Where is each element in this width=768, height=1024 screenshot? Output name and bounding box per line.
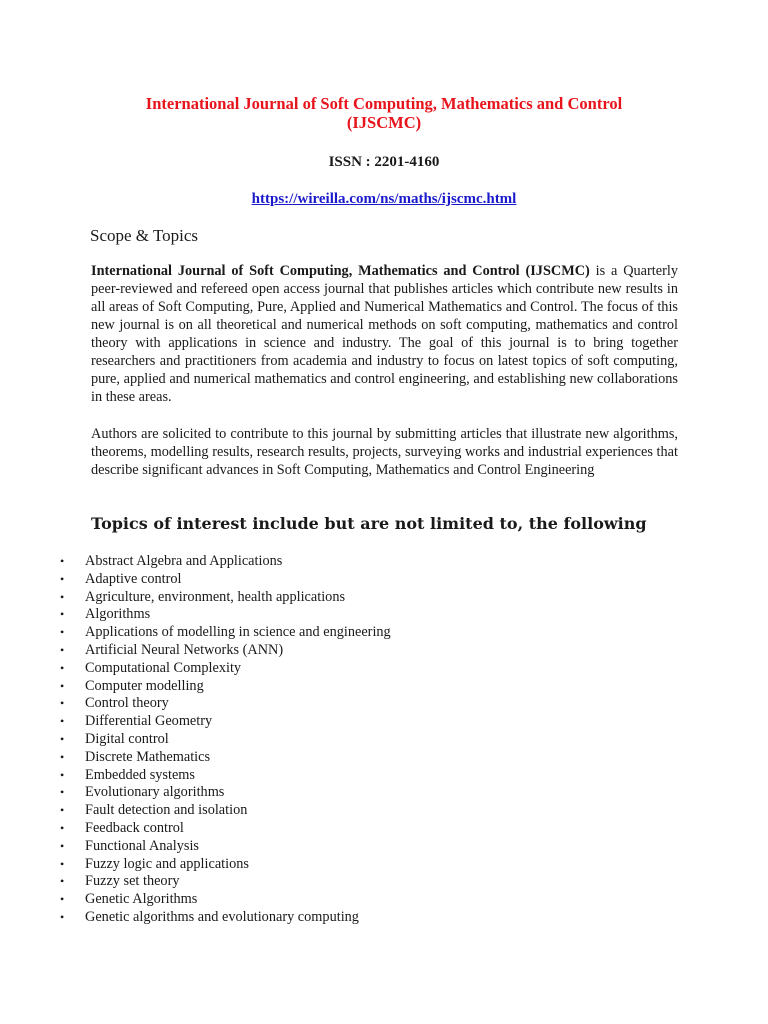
topic-label: Computational Complexity (85, 659, 242, 676)
topic-list-item (60, 695, 391, 713)
topic-list-item (60, 731, 391, 749)
topic-list-item (60, 624, 391, 642)
scope-paragraph-2: Authors are solicited to contribute to this journal by submitting articles that illustrate new algorithms, theorems, modelling results, research results, projects, surveying works and industrial experiences that describe significant advances in Soft Computing, Mathematics and Control Engineering (91, 426, 678, 478)
topic-list-item (60, 642, 391, 660)
bullet-icon: • (60, 892, 65, 907)
bullet-icon: • (60, 731, 65, 746)
topic-label: Fuzzy set theory (85, 873, 180, 890)
scope-paragraph-1-bold: International Journal of Soft Computing, Mathematics and Control (IJSCMC) (91, 263, 590, 279)
topic-list-item (60, 660, 391, 678)
topic-label: Abstract Algebra and Applications (85, 553, 283, 569)
bullet-icon: • (60, 678, 65, 693)
topic-label: Algorithms (85, 606, 151, 623)
bullet-icon: • (60, 642, 65, 657)
topic-label: Digital control (85, 730, 169, 747)
topic-label: Functional Analysis (85, 837, 199, 854)
topic-list-item (60, 749, 391, 767)
topic-list-item (60, 784, 391, 802)
topic-list-item (60, 909, 391, 927)
bullet-icon: • (60, 714, 65, 729)
topic-label: Feedback control (85, 819, 184, 836)
bullet-icon: • (60, 696, 65, 711)
bullet-icon: • (60, 909, 65, 924)
topic-label: Adaptive control (85, 570, 182, 587)
topic-list-item (60, 713, 391, 731)
journal-title-line2: (IJSCMC) (346, 113, 422, 132)
topics-heading: Topics of interest include but are not limited to, the following (91, 514, 647, 533)
topic-label: Discrete Mathematics (85, 748, 211, 765)
bullet-icon: • (60, 803, 65, 818)
topic-list-item (60, 678, 391, 696)
scope-paragraph-1-text: is a Quarterly peer-reviewed and refereed open access journal that publishes articles which contribute new results in all areas of Soft Computing, Pure, Applied and Numerical Mathematics and Control. The focus of this new journal is on all theoretical and numerical methods on soft computing, mathematics and control theory with applications in science and industry. The goal of this journal is to bring together researchers and practitioners from academia and industry to focus on latest topics of soft computing, pure, applied and numerical mathematics and control engineering, and establishing new collaborations in these areas. (91, 263, 678, 405)
topic-list-item (60, 891, 391, 909)
topic-label: Evolutionary algorithms (85, 784, 225, 801)
bullet-icon: • (60, 749, 65, 764)
bullet-icon: • (60, 607, 65, 622)
bullet-icon: • (60, 785, 65, 800)
topic-label: Differential Geometry (85, 713, 213, 730)
bullet-icon: • (60, 838, 65, 853)
bullet-icon: • (60, 767, 65, 782)
topic-label: Control theory (85, 695, 169, 712)
journal-url-line (0, 190, 768, 208)
topic-list-item (60, 856, 391, 874)
topic-list-item (60, 820, 391, 838)
topic-list-item (60, 589, 391, 607)
topic-label: Fuzzy logic and applications (85, 855, 249, 872)
topic-list-item (60, 873, 391, 891)
bullet-icon: • (60, 589, 65, 604)
scope-paragraph-1 (91, 262, 678, 406)
topic-label: Fault detection and isolation (85, 802, 248, 819)
issn-label: ISSN : 2201-4160 (328, 154, 440, 170)
journal-url-link[interactable]: https://wireilla.com/ns/maths/ijscmc.html (251, 191, 517, 207)
topics-list (60, 553, 391, 927)
topic-label: Computer modelling (85, 677, 204, 694)
topic-label: Artificial Neural Networks (ANN) (85, 641, 284, 658)
topic-label: Embedded systems (85, 766, 195, 783)
bullet-icon: • (60, 625, 65, 640)
bullet-icon: • (60, 820, 65, 835)
topic-list-item (60, 553, 391, 571)
journal-title-line1: International Journal of Soft Computing, Mathematics and Control (145, 94, 623, 113)
bullet-icon: • (60, 554, 65, 568)
topic-label: Applications of modelling in science and engineering (85, 624, 391, 641)
topic-label: Agriculture, environment, health applications (85, 588, 346, 605)
topic-list-item (60, 802, 391, 820)
scope-heading: Scope & Topics (90, 226, 199, 245)
bullet-icon: • (60, 571, 65, 586)
bullet-icon: • (60, 660, 65, 675)
topic-label: Genetic Algorithms (85, 891, 198, 908)
topic-list-item (60, 767, 391, 785)
topic-list-item (60, 606, 391, 624)
bullet-icon: • (60, 874, 65, 889)
topic-list-item (60, 838, 391, 856)
journal-title (80, 94, 688, 132)
topic-list-item (60, 571, 391, 589)
bullet-icon: • (60, 856, 65, 871)
topic-label: Genetic algorithms and evolutionary computing (85, 908, 359, 925)
